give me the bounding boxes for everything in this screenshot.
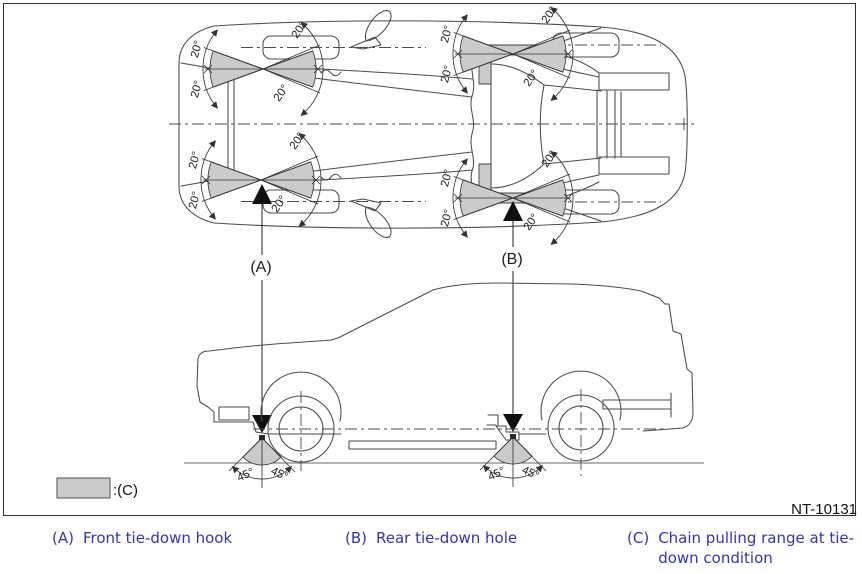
top-view-body-outline bbox=[179, 21, 687, 228]
arrow-up-a bbox=[252, 184, 272, 204]
caption-label-c: Chain pulling range at tie-down condition bbox=[658, 529, 855, 567]
angle-label: 20° bbox=[521, 211, 542, 233]
angle-label: 20° bbox=[539, 4, 560, 26]
marker-a: (A) bbox=[250, 259, 272, 276]
angle-label: 20° bbox=[271, 82, 292, 104]
caption-label-b: Rear tie-down hole bbox=[376, 529, 518, 547]
angle-label: 20° bbox=[439, 64, 456, 85]
angle-label: 45° bbox=[235, 466, 257, 485]
caption-key-b: (B) bbox=[345, 529, 367, 547]
rear-wheel-side bbox=[541, 371, 621, 476]
side-angle-labels bbox=[235, 464, 540, 484]
leader-a bbox=[250, 184, 272, 433]
tie-down-diagram bbox=[4, 4, 857, 517]
angle-label: 20° bbox=[439, 208, 456, 229]
angle-label: 20° bbox=[287, 130, 308, 152]
swatch-label: :(C) bbox=[113, 482, 138, 499]
angle-label: 20° bbox=[189, 39, 206, 60]
angle-label: 20° bbox=[539, 148, 560, 170]
angle-label: 20° bbox=[439, 168, 456, 189]
front-bumper-bracket bbox=[219, 407, 249, 420]
range-swatch bbox=[57, 478, 110, 498]
figure-caption bbox=[0, 527, 862, 573]
angle-label: 45° bbox=[268, 465, 290, 484]
tie-down-diagram-frame bbox=[3, 3, 856, 516]
caption-item-a bbox=[52, 528, 232, 548]
rocker-sill bbox=[349, 441, 496, 449]
marker-b: (B) bbox=[501, 251, 523, 268]
figure-id: NT-10131 bbox=[791, 501, 857, 517]
angle-label: 45° bbox=[519, 464, 541, 483]
leader-b bbox=[501, 201, 523, 432]
rear-axle-member bbox=[603, 400, 671, 409]
front-tiedown-range-right bbox=[201, 134, 321, 226]
caption-label-a: Front tie-down hook bbox=[82, 529, 233, 547]
door-mirror-right bbox=[351, 199, 391, 237]
angle-label: 45° bbox=[486, 465, 508, 484]
angle-label: 20° bbox=[269, 193, 290, 215]
angle-label: 20° bbox=[189, 79, 206, 100]
range-swatch-group bbox=[57, 478, 138, 499]
caption-key-a: (A) bbox=[52, 529, 74, 547]
front-crossmember bbox=[228, 73, 234, 177]
front-tiedown-range-left bbox=[203, 23, 323, 115]
angle-label: 20° bbox=[521, 67, 542, 89]
vehicle-top-view bbox=[169, 5, 697, 244]
caption-item-c bbox=[627, 528, 856, 568]
arrow-up-b bbox=[503, 201, 523, 221]
door-mirror-left bbox=[351, 11, 391, 49]
angle-label: 20° bbox=[439, 24, 456, 45]
angle-label: 20° bbox=[187, 190, 204, 211]
caption-key-c: (C) bbox=[627, 529, 650, 547]
angle-label: 20° bbox=[187, 150, 204, 171]
caption-item-b bbox=[345, 528, 517, 548]
angle-label: 20° bbox=[289, 19, 310, 41]
